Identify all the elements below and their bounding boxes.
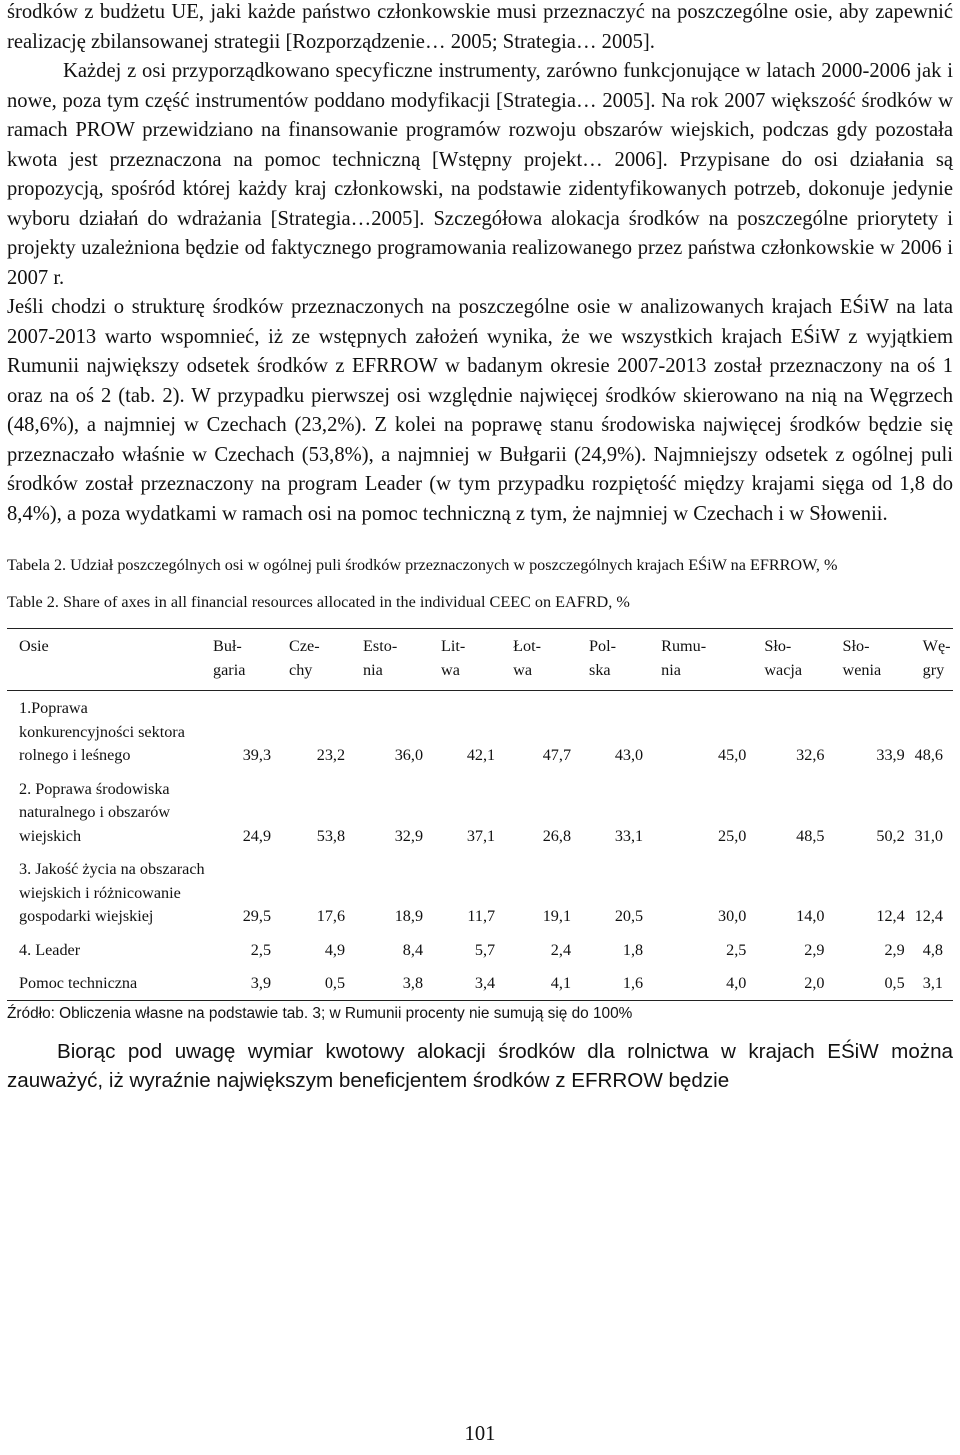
document-page [7,0,953,1116]
table-cell: 2,9 [804,940,825,959]
table-cell: 43,0 [614,746,644,764]
table-cell: 3,4 [433,966,505,1000]
table-cell: 4,0 [653,966,756,1000]
table-cell: 19,1 [542,907,572,925]
table-cell: 25,0 [718,826,747,845]
table-cell: 1,8 [622,940,644,959]
table-cell: 33,9 [876,746,905,764]
table-cell: 36,0 [394,746,424,764]
header-hungary: Wę- gry [915,629,953,691]
table-cell: 3,1 [915,966,953,1000]
table-cell: 3,9 [205,966,281,1000]
table-cell: 3,8 [355,966,433,1000]
table-cell: 32,9 [394,826,424,845]
table-cell: 45,0 [718,746,747,764]
table-cell: 48,5 [796,826,825,845]
table-cell: 24,9 [242,826,272,845]
header-poland: Pol- ska [581,629,653,691]
header-latvia: Łot- wa [505,629,581,691]
page-number: 101 [464,1423,496,1445]
table-cell: 11,7 [467,907,496,925]
table-cell: 42,1 [466,746,496,764]
header-lithuania: Lit- wa [433,629,505,691]
header-axes: Osie [7,629,205,691]
table-cell: 2,0 [756,966,834,1000]
table-cell: 47,7 [542,746,572,764]
table-row [7,852,953,933]
table-cell: 4,9 [324,940,346,959]
header-slovakia: Sło- wacja [756,629,834,691]
table-cell: 31,0 [914,826,943,845]
row-label: 4. Leader [19,940,81,959]
table-cell: 32,6 [796,746,825,764]
table-header-row [7,629,953,691]
table-cell: 30,0 [718,907,747,925]
table-caption-pl: Tabela 2. Udział poszczególnych osi w ogólnej puli środków przeznaczonych w poszczególnych krajach EŚiW na EFRROW, % [7,556,838,574]
table-cell: 2,5 [250,940,272,959]
table-cell: 2,4 [550,940,572,959]
table-cell: 18,9 [394,907,424,925]
header-czechia: Cze- chy [281,629,355,691]
paragraph-after-table: Biorąc pod uwagę wymiar kwotowy alokacji środków dla rolnictwa w krajach EŚiW można zauważyć, iż wyraźnie największym beneficjentem środków z EFRROW będzie [7,1039,953,1092]
header-bulgaria: Buł- garia [205,629,281,691]
table-cell: 39,3 [242,746,272,764]
paragraph-1: środków z budżetu UE, jaki każde państwo członkowskie musi przeznaczyć na poszczególne osie, aby zapewnić realizację zbilansowanej strategii [Rozporządzenie… 2005; Strategia… 2005]. [7,1,953,53]
table-cell: 33,1 [614,826,644,845]
table-cell: 48,6 [914,746,943,764]
header-slovenia: Sło- wenia [835,629,915,691]
table-caption-en: Table 2. Share of axes in all financial resources allocated in the individual CEEC on EAFRD, % [7,593,630,611]
table-cell: 8,4 [402,940,424,959]
table-cell: 12,4 [876,907,905,925]
table-cell: 2,5 [726,940,747,959]
table-cell: 29,5 [242,907,272,925]
row-label: 2. Poprawa środowiska naturalnego i obszarów wiejskich [19,779,171,845]
table-cell: 23,2 [316,746,346,764]
table-cell: 53,8 [316,826,346,845]
table-cell: 2,9 [884,940,905,959]
paragraph-3: Jeśli chodzi o strukturę środków przeznaczonych na poszczególne osie w analizowanych krajach EŚiW na lata 2007-2013 warto wspomnieć, iż ze wstępnych założeń wynika, że we wszystkich krajach EŚiW z wyjątkiem Rumunii największy odsetek środków z EFRROW w badanym okresie 2007-2013 został przeznaczony na oś 1 oraz na oś 2 (tab. 2). W przypadku pierwszej osi względnie najwięcej środków skierowano na nią na Węgrzech (48,6%), a najmniej w Czechach (23,2%). Z kolei na poprawę stanu środowiska najwięcej środków będzie się przeznaczało właśnie w Czechach (53,8%), a najmniej w Bułgarii (24,9%). Najmniejszy odsetek z ogólnej puli środków został przeznaczony na program Leader (w tym przypadku rozpiętość między krajami sięga od 1,8 do 8,4%), a poza wydatkami w ramach osi na pomoc techniczną z tym, że najmniej w Czechach i w Słowenii. [7,296,953,525]
table-cell: 5,7 [474,940,496,959]
table-cell: 0,5 [835,966,915,1000]
table-cell: 50,2 [876,826,905,845]
table-cell: 12,4 [914,907,943,925]
table-cell: 14,0 [796,907,825,925]
table-cell: 4,1 [505,966,581,1000]
table-cell: 1,6 [581,966,653,1000]
header-estonia: Esto- nia [355,629,433,691]
table-cell: 37,1 [466,826,496,845]
table-cell: 26,8 [542,826,572,845]
table-cell: 17,6 [316,907,346,925]
table-cell: 20,5 [614,907,644,925]
row-label: 1.Poprawa konkurencyjności sektora rolnego i leśnego [19,699,185,764]
table-row [7,933,953,967]
table-cell: 0,5 [281,966,355,1000]
row-label: 3. Jakość życia na obszarach wiejskich i różnicowanie gospodarki wiejskiej [19,860,205,925]
table-row [7,772,953,853]
data-table [7,628,953,1001]
table-source-note: Źródło: Obliczenia własne na podstawie tab. 3; w Rumunii procenty nie sumują się do 100% [7,1004,633,1022]
header-romania: Rumu- nia [653,629,756,691]
table-row [7,966,953,1000]
table-cell: 4,8 [922,940,943,959]
data-table-wrapper [7,628,953,1025]
paragraph-2: Każdej z osi przyporządkowano specyficzne instrumenty, zarówno funkcjonujące w latach 2000-2006 jak i nowe, poza tym część instrumentów poddano modyfikacji [Strategia… 2005]. Na rok 2007 większość środków w ramach PROW przewidziano na finansowanie programów rozwoju obszarów wiejskich, podczas gdy pozostała kwota jest przeznaczona na pomoc techniczną [Wstępny projekt… 2006]. Przypisane do osi działania są propozycją, spośród której każdy kraj członkowski, na podstawie zidentyfikowanych potrzeb, dokonuje jedynie wyboru działań do wdrażania [Strategia…2005]. Szczegółowa alokacja środków na poszczególne priorytety i projekty uzależniona będzie od faktycznego programowania realizowanego przez państwa członkowskie w 2006 i 2007 r. [7,60,953,289]
table-row [7,691,953,772]
row-label: Pomoc techniczna [7,966,205,1000]
